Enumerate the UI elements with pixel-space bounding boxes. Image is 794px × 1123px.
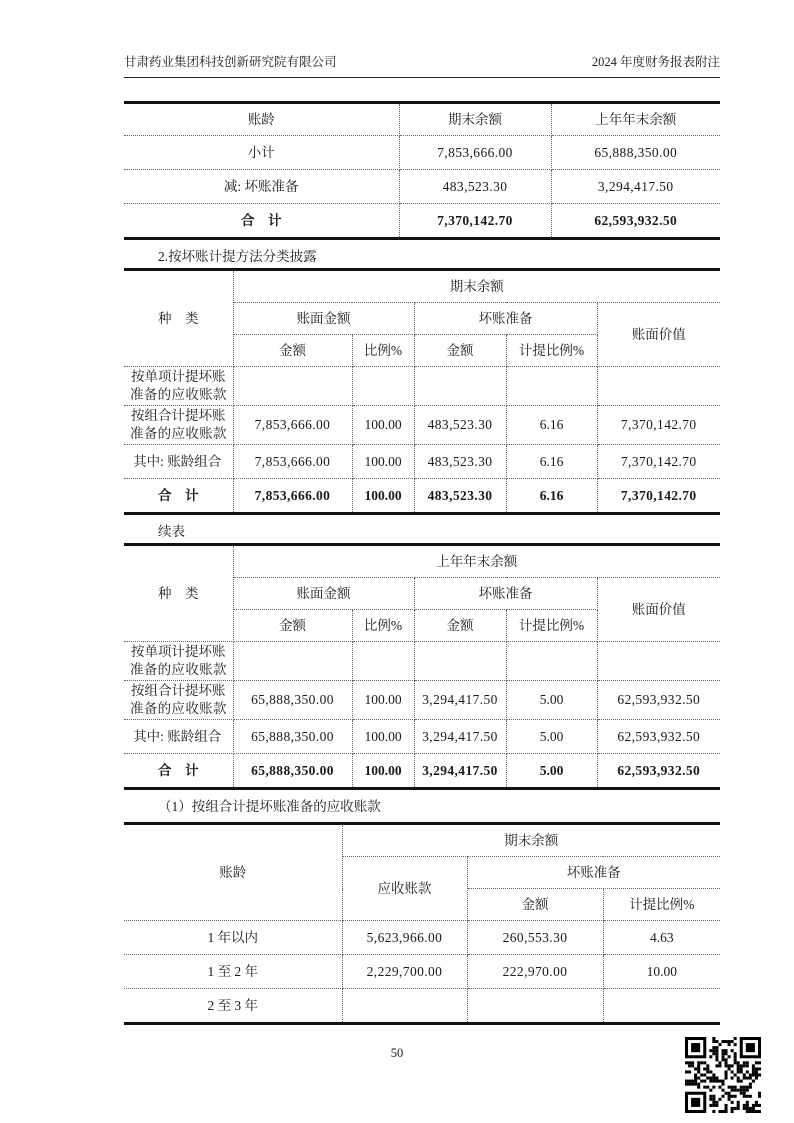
row-label: 1 至 2 年 bbox=[124, 955, 342, 989]
row-label: 1 年以内 bbox=[124, 921, 342, 955]
table-row bbox=[124, 642, 720, 681]
col-header-aging: 账龄 bbox=[124, 824, 342, 921]
company-name: 甘肃药业集团科技创新研究院有限公司 bbox=[124, 55, 337, 69]
amount-cell bbox=[233, 642, 352, 681]
provision-ratio-cell bbox=[603, 989, 720, 1024]
note-continued: 续表 bbox=[158, 524, 185, 539]
note-provision-method: 2.按坏账计提方法分类披露 bbox=[158, 249, 317, 264]
bad-debt-cell: 483,523.30 bbox=[414, 445, 506, 479]
bad-debt-cell: 260,553.30 bbox=[467, 921, 603, 955]
provision-ratio-cell: 5.00 bbox=[506, 681, 597, 720]
row-label: 按单项计提坏账准备的应收账款 bbox=[124, 367, 233, 406]
provision-ratio-cell: 6.16 bbox=[506, 445, 597, 479]
ratio-cell: 100.00 bbox=[352, 681, 414, 720]
bad-debt-cell: 483,523.30 bbox=[414, 406, 506, 445]
row-label: 按组合计提坏账准备的应收账款 bbox=[124, 681, 233, 720]
book-value-cell bbox=[597, 367, 720, 406]
table-row bbox=[124, 170, 720, 204]
prior-balance-cell: 3,294,417.50 bbox=[551, 170, 720, 204]
amount-cell: 65,888,350.00 bbox=[233, 720, 352, 754]
provision-ratio-cell: 6.16 bbox=[506, 479, 597, 514]
book-value-cell: 62,593,932.50 bbox=[597, 754, 720, 789]
page-content bbox=[124, 0, 720, 1025]
row-label: 减: 坏账准备 bbox=[124, 170, 399, 204]
doc-title: 2024 年度财务报表附注 bbox=[591, 55, 720, 69]
table-total-row bbox=[124, 204, 720, 239]
table-header-row bbox=[124, 103, 720, 136]
row-label: 按组合计提坏账准备的应收账款 bbox=[124, 406, 233, 445]
book-value-cell: 7,370,142.70 bbox=[597, 479, 720, 514]
table-row bbox=[124, 136, 720, 170]
table-row bbox=[124, 921, 720, 955]
col-header-accounts-receivable: 应收账款 bbox=[342, 857, 467, 921]
table-row bbox=[124, 989, 720, 1024]
col-header-prior-balance: 上年年末余额 bbox=[551, 103, 720, 136]
bad-debt-cell bbox=[414, 642, 506, 681]
book-value-cell: 7,370,142.70 bbox=[597, 406, 720, 445]
note-portfolio: （1）按组合计提坏账准备的应收账款 bbox=[158, 799, 381, 814]
col-header-period: 期末余额 bbox=[233, 270, 720, 303]
book-value-cell: 7,370,142.70 bbox=[597, 445, 720, 479]
ratio-cell: 100.00 bbox=[352, 406, 414, 445]
amount-cell: 7,853,666.00 bbox=[233, 406, 352, 445]
table-row bbox=[124, 955, 720, 989]
page-number: 50 bbox=[390, 1046, 404, 1060]
col-subheader-bad-amount: 金额 bbox=[414, 335, 506, 367]
accounts-receivable-cell bbox=[342, 989, 467, 1024]
book-value-cell bbox=[597, 642, 720, 681]
table-total-row bbox=[124, 479, 720, 514]
col-subheader-bad-amount: 金额 bbox=[414, 610, 506, 642]
ending-balance-cell: 483,523.30 bbox=[399, 170, 551, 204]
table-row bbox=[124, 445, 720, 479]
table-header-row bbox=[124, 545, 720, 578]
provision-ratio-cell: 4.63 bbox=[603, 921, 720, 955]
col-header-kind: 种 类 bbox=[124, 545, 233, 642]
page-header bbox=[124, 54, 720, 70]
col-header-bad-debt: 坏账准备 bbox=[467, 857, 720, 889]
col-header-bad-debt: 坏账准备 bbox=[414, 578, 597, 610]
col-subheader-amount: 金额 bbox=[233, 335, 352, 367]
col-header-period: 期末余额 bbox=[342, 824, 720, 857]
provision-method-table-prior bbox=[124, 543, 720, 790]
col-subheader-ratio: 比例% bbox=[352, 335, 414, 367]
ending-balance-cell: 7,853,666.00 bbox=[399, 136, 551, 170]
provision-ratio-cell: 5.00 bbox=[506, 754, 597, 789]
row-label: 合 计 bbox=[124, 204, 399, 239]
col-header-book-amount: 账面金额 bbox=[233, 578, 414, 610]
table-row bbox=[124, 367, 720, 406]
col-header-period: 上年年末余额 bbox=[233, 545, 720, 578]
ratio-cell: 100.00 bbox=[352, 445, 414, 479]
amount-cell: 7,853,666.00 bbox=[233, 445, 352, 479]
col-subheader-provision-ratio: 计提比例% bbox=[506, 610, 597, 642]
table-total-row bbox=[124, 754, 720, 789]
bad-debt-cell: 3,294,417.50 bbox=[414, 754, 506, 789]
bad-debt-cell: 483,523.30 bbox=[414, 479, 506, 514]
prior-balance-cell: 65,888,350.00 bbox=[551, 136, 720, 170]
bad-debt-cell bbox=[414, 367, 506, 406]
row-label: 合 计 bbox=[124, 754, 233, 789]
row-label: 其中: 账龄组合 bbox=[124, 445, 233, 479]
header-rule bbox=[124, 77, 720, 78]
provision-ratio-cell: 10.00 bbox=[603, 955, 720, 989]
qr-code bbox=[685, 1037, 761, 1113]
table-row bbox=[124, 681, 720, 720]
provision-ratio-cell: 6.16 bbox=[506, 406, 597, 445]
table-header-row bbox=[124, 270, 720, 303]
aging-balance-table bbox=[124, 101, 720, 240]
table-header-row bbox=[124, 824, 720, 857]
provision-ratio-cell bbox=[506, 367, 597, 406]
ratio-cell: 100.00 bbox=[352, 754, 414, 789]
provision-ratio-cell: 5.00 bbox=[506, 720, 597, 754]
bad-debt-cell: 222,970.00 bbox=[467, 955, 603, 989]
ratio-cell bbox=[352, 367, 414, 406]
portfolio-aging-table bbox=[124, 822, 720, 1025]
col-subheader-amount: 金额 bbox=[233, 610, 352, 642]
col-header-aging: 账龄 bbox=[124, 103, 399, 136]
bad-debt-cell bbox=[467, 989, 603, 1024]
col-header-kind: 种 类 bbox=[124, 270, 233, 367]
provision-method-table-current bbox=[124, 268, 720, 515]
bad-debt-cell: 3,294,417.50 bbox=[414, 681, 506, 720]
row-label: 按单项计提坏账准备的应收账款 bbox=[124, 642, 233, 681]
row-label: 小计 bbox=[124, 136, 399, 170]
ratio-cell: 100.00 bbox=[352, 720, 414, 754]
amount-cell bbox=[233, 367, 352, 406]
ending-balance-cell: 7,370,142.70 bbox=[399, 204, 551, 239]
row-label: 其中: 账龄组合 bbox=[124, 720, 233, 754]
table-row bbox=[124, 406, 720, 445]
book-value-cell: 62,593,932.50 bbox=[597, 681, 720, 720]
col-header-book-value: 账面价值 bbox=[597, 303, 720, 367]
accounts-receivable-cell: 2,229,700.00 bbox=[342, 955, 467, 989]
table-row bbox=[124, 720, 720, 754]
col-header-ending-balance: 期末余额 bbox=[399, 103, 551, 136]
ratio-cell bbox=[352, 642, 414, 681]
provision-ratio-cell bbox=[506, 642, 597, 681]
row-label: 2 至 3 年 bbox=[124, 989, 342, 1024]
book-value-cell: 62,593,932.50 bbox=[597, 720, 720, 754]
col-header-bad-debt: 坏账准备 bbox=[414, 303, 597, 335]
amount-cell: 7,853,666.00 bbox=[233, 479, 352, 514]
col-subheader-provision-ratio: 计提比例% bbox=[506, 335, 597, 367]
col-subheader-amount: 金额 bbox=[467, 889, 603, 921]
ratio-cell: 100.00 bbox=[352, 479, 414, 514]
amount-cell: 65,888,350.00 bbox=[233, 754, 352, 789]
row-label: 合 计 bbox=[124, 479, 233, 514]
col-subheader-ratio: 比例% bbox=[352, 610, 414, 642]
accounts-receivable-cell: 5,623,966.00 bbox=[342, 921, 467, 955]
amount-cell: 65,888,350.00 bbox=[233, 681, 352, 720]
bad-debt-cell: 3,294,417.50 bbox=[414, 720, 506, 754]
col-header-book-amount: 账面金额 bbox=[233, 303, 414, 335]
col-header-book-value: 账面价值 bbox=[597, 578, 720, 642]
prior-balance-cell: 62,593,932.50 bbox=[551, 204, 720, 239]
col-subheader-provision-ratio: 计提比例% bbox=[603, 889, 720, 921]
